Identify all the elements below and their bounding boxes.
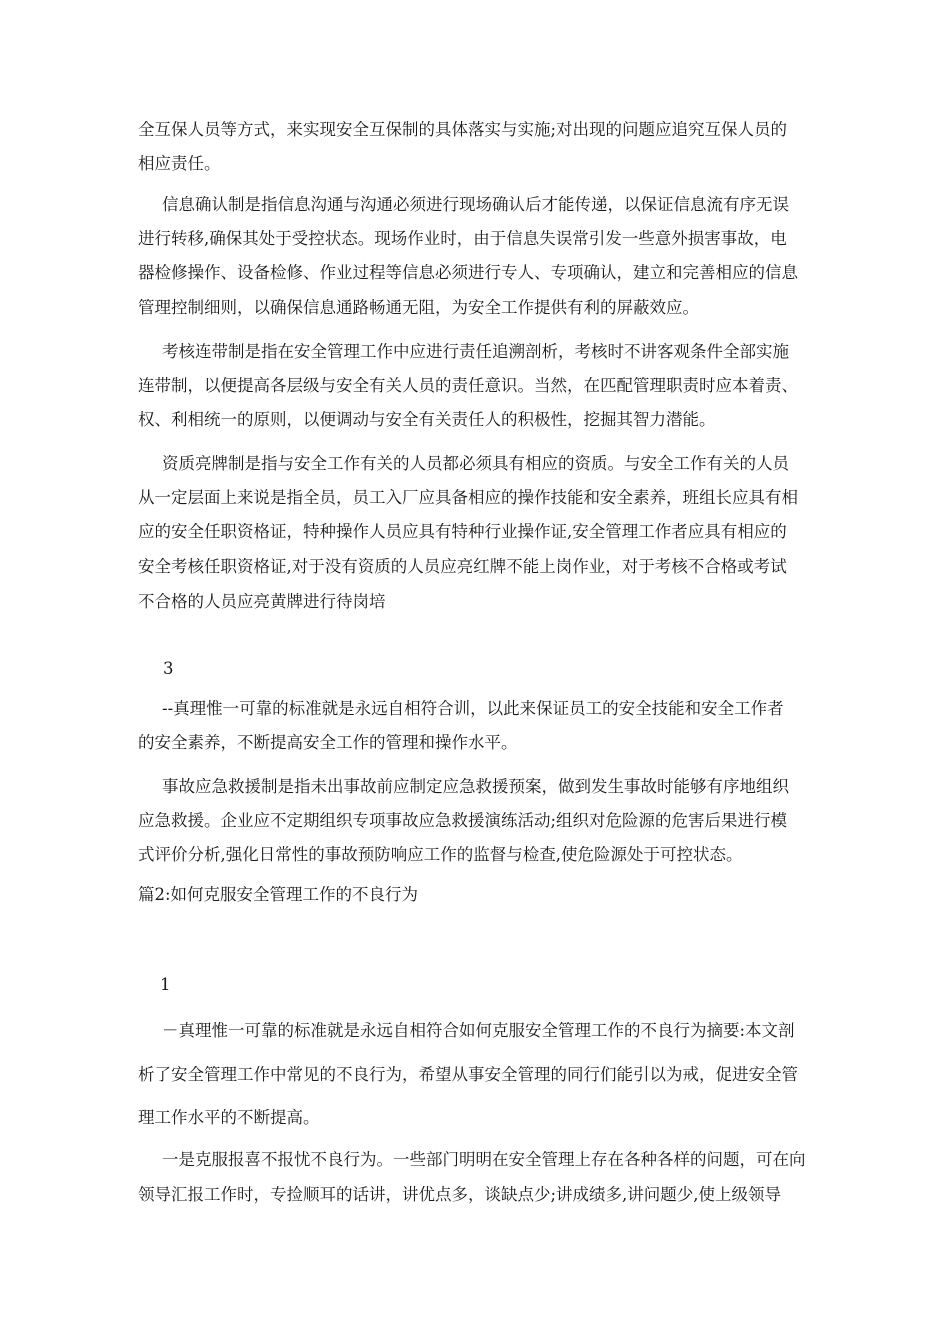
text-line: 管理控制细则，以确保信息通路畅通无阻，为安全工作提供有利的屏蔽效应。	[138, 298, 699, 317]
text-line: 的安全素养，不断提高安全工作的管理和操作水平。	[138, 733, 518, 752]
text-line: 从一定层面上来说是指全员，员工入厂应具备相应的操作技能和安全素养，班组长应具有相	[138, 488, 798, 507]
text-line: 安全考核任职资格证,对于没有资质的人员应亮红牌不能上岗作业，对于考核不合格或考试	[138, 557, 787, 576]
text-line: 理工作水平的不断提高。	[138, 1108, 320, 1127]
text-line: －真理惟一可靠的标准就是永远自相符合如何克服安全管理工作的不良行为摘要:本文剖	[162, 1021, 795, 1040]
text-line: 器检修操作、设备检修、作业过程等信息必须进行专人、专项确认，建立和完善相应的信息	[138, 263, 798, 282]
text-line: 式评价分析,强化日常性的事故预防响应工作的监督与检查,使危险源处于可控状态。	[138, 845, 743, 864]
text-line: 事故应急救援制是指未出事故前应制定应急救援预案，做到发生事故时能够有序地组织	[162, 777, 789, 796]
section-heading: 篇2:如何克服安全管理工作的不良行为	[138, 885, 419, 904]
text-line: 应急救援。企业应不定期组织专项事故应急救援演练活动;组织对危险源的危害后果进行模	[138, 811, 788, 830]
page-number: 3	[163, 659, 174, 678]
page-number: 1	[160, 975, 171, 994]
text-line: 全互保人员等方式，来实现安全互保制的具体落实与实施;对出现的问题应追究互保人员的	[138, 120, 788, 139]
text-line: 资质亮牌制是指与安全工作有关的人员都必须具有相应的资质。与安全工作有关的人员	[162, 454, 789, 473]
text-line: 一是克服报喜不报忧不良行为。一些部门明明在安全管理上存在各种各样的问题，可在向	[162, 1150, 806, 1169]
text-line: 连带制，以便提高各层级与安全有关人员的责任意识。当然，在匹配管理职责时应本着责、	[138, 376, 798, 395]
text-line: 权、利相统一的原则，以便调动与安全有关责任人的积极性，挖掘其智力潜能。	[138, 410, 716, 429]
text-line: 进行转移,确保其处于受控状态。现场作业时，由于信息失误常引发一些意外损害事故，电	[138, 229, 787, 248]
text-line: 析了安全管理工作中常见的不良行为，希望从事安全管理的同行们能引以为戒，促进安全管	[138, 1065, 798, 1084]
text-line: 应的安全任职资格证，特种操作人员应具有特种行业操作证,安全管理工作者应具有相应的	[138, 522, 787, 541]
text-line: 领导汇报工作时，专捡顺耳的话讲，讲优点多，谈缺点少;讲成绩多,讲问题少,使上级领导	[138, 1185, 782, 1204]
text-line: --真理惟一可靠的标准就是永远自相符合训，以此来保证员工的安全技能和安全工作者	[162, 699, 784, 718]
text-line: 考核连带制是指在安全管理工作中应进行责任追溯剖析，考核时不讲客观条件全部实施	[162, 342, 789, 361]
text-line: 信息确认制是指信息沟通与沟通必须进行现场确认后才能传递，以保证信息流有序无误	[162, 195, 789, 214]
text-line: 相应责任。	[138, 154, 221, 173]
text-line: 不合格的人员应亮黄牌进行待岗培	[138, 592, 386, 611]
